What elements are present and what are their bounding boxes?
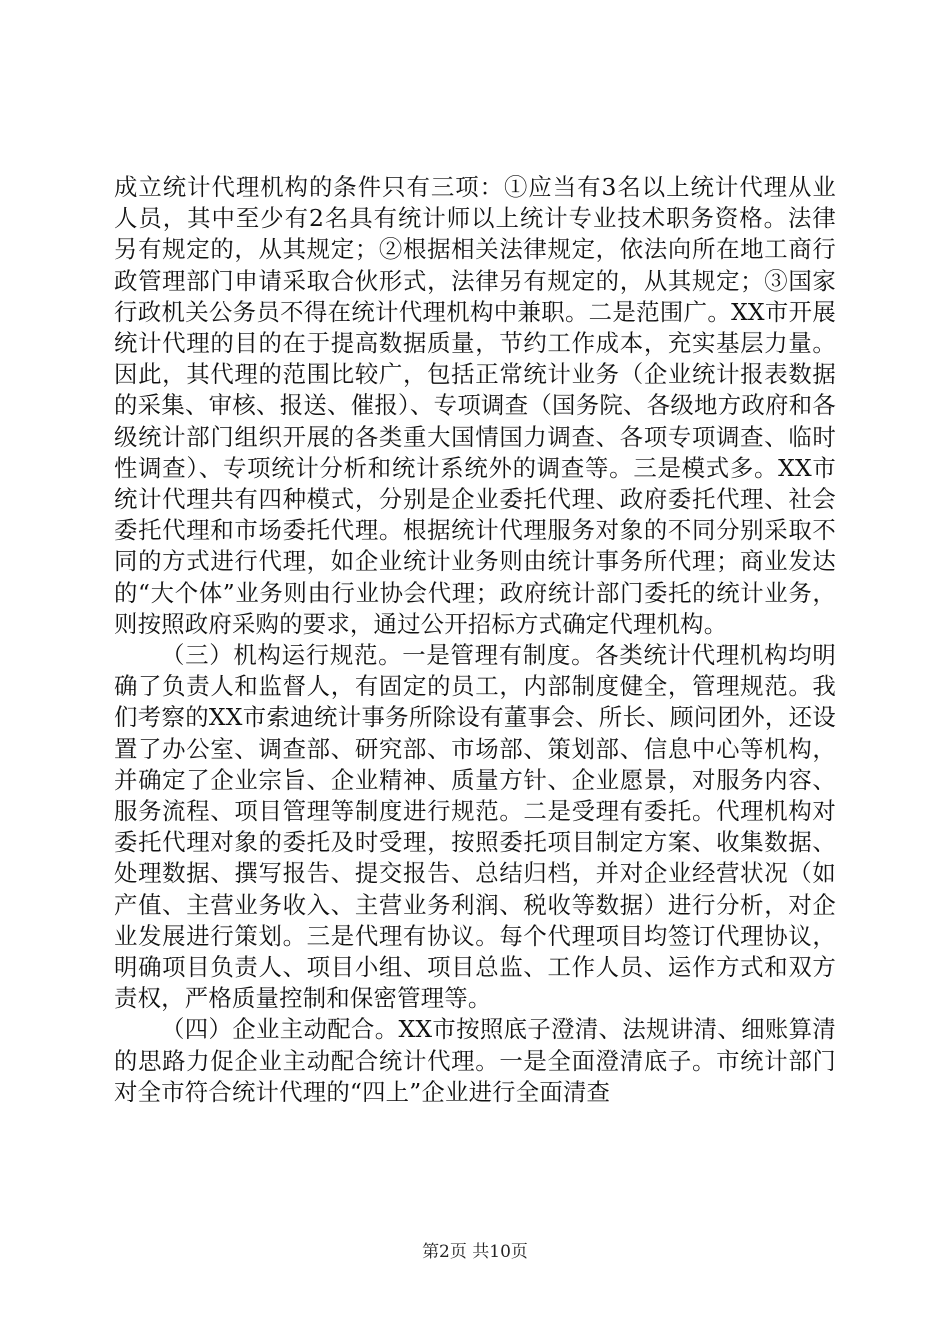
body-paragraph: （四）企业主动配合。XX市按照底子澄清、法规讲清、细账算清的思路力促企业主动配合统计代理。一是全面澄清底子。市统计部门对全市符合统计代理的“四上”企业进行全面清查 bbox=[114, 1015, 836, 1106]
body-paragraph: （三）机构运行规范。一是管理有制度。各类统计代理机构均明确了负责人和监督人，有固定的员工，内部制度健全，管理规范。我们考察的XX市索迪统计事务所除设有董事会、所长、顾问团外，还设置了办公室、调查部、研究部、市场部、策划部、信息中心等机构，并确定了企业宗旨、企业精神、质量方针、企业愿景，对服务内容、服务流程、项目管理等制度进行规范。二是受理有委托。代理机构对委托代理对象的委托及时受理，按照委托项目制定方案、收集数据、处理数据、撰写报告、提交报告、总结归档，并对企业经营状况（如产值、主营业务收入、主营业务利润、税收等数据）进行分析，对企业发展进行策划。三是代理有协议。每个代理项目均签订代理协议，明确项目负责人、项目小组、项目总监、工作人员、运作方式和双方责权，严格质量控制和保密管理等。 bbox=[114, 641, 836, 1013]
document-body bbox=[114, 172, 836, 1108]
page-number-footer: 第2页 共10页 bbox=[422, 1242, 528, 1262]
body-paragraph: 成立统计代理机构的条件只有三项：①应当有3名以上统计代理从业人员，其中至少有2名具有统计师以上统计专业技术职务资格。法律另有规定的，从其规定；②根据相关法律规定，依法向所在地工商行政管理部门申请采取合伙形式，法律另有规定的，从其规定；③国家行政机关公务员不得在统计代理机构中兼职。二是范围广。XX市开展统计代理的目的在于提高数据质量，节约工作成本，充实基层力量。因此，其代理的范围比较广，包括正常统计业务（企业统计报表数据的采集、审核、报送、催报）、专项调查（国务院、各级地方政府和各级统计部门组织开展的各类重大国情国力调查、各项专项调查、临时性调查）、专项统计分析和统计系统外的调查等。三是模式多。XX市统计代理共有四种模式，分别是企业委托代理、政府委托代理、社会委托代理和市场委托代理。根据统计代理服务对象的不同分别采取不同的方式进行代理，如企业统计业务则由统计事务所代理；商业发达的“大个体”业务则由行业协会代理；政府统计部门委托的统计业务，则按照政府采购的要求，通过公开招标方式确定代理机构。 bbox=[114, 173, 836, 638]
